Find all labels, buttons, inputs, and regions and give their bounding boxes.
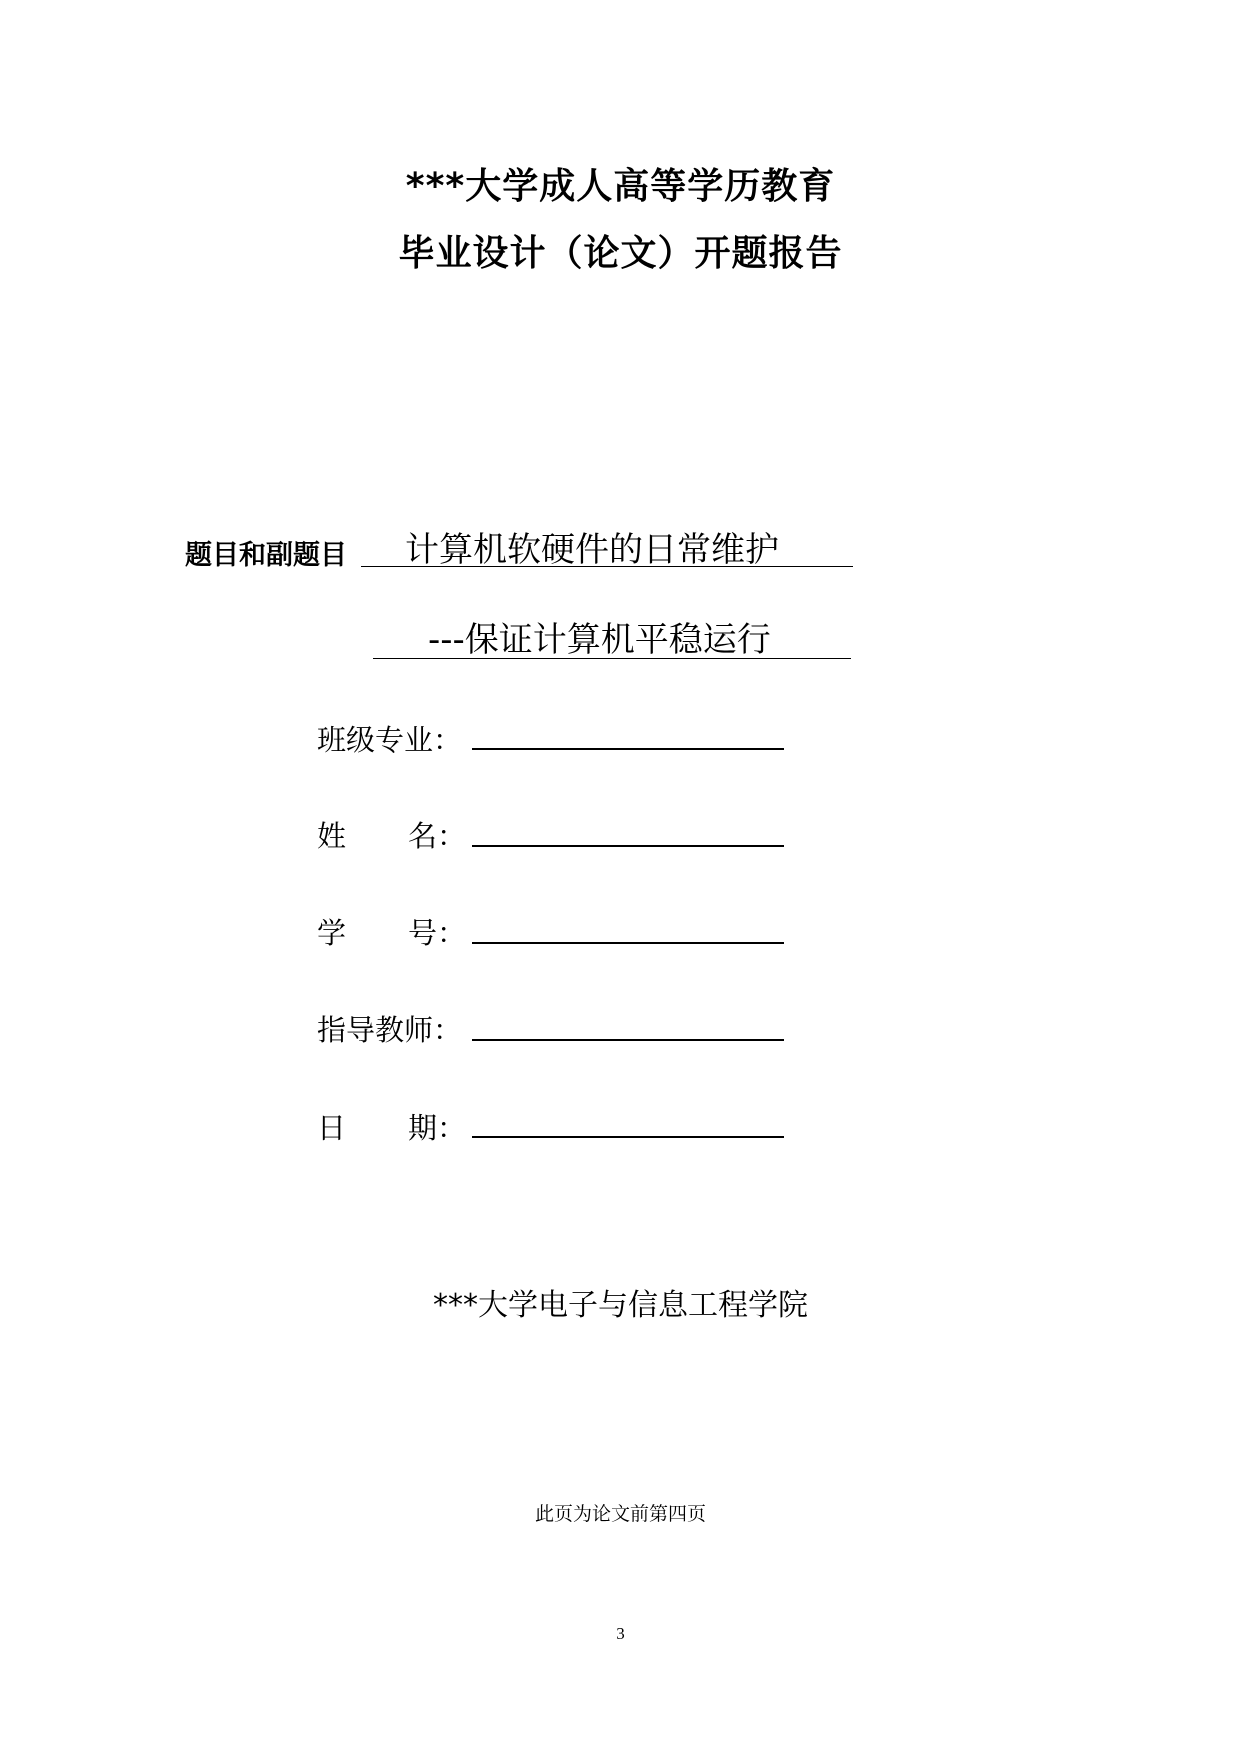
page-number: 3 — [616, 1624, 625, 1643]
student-id-label-part1: 学 — [317, 916, 347, 950]
date-field[interactable] — [472, 1136, 784, 1138]
class-major-field[interactable] — [472, 748, 784, 750]
name-label-part1: 姓 — [317, 819, 347, 853]
name-label-part2: 名： — [408, 819, 467, 853]
advisor-field[interactable] — [472, 1039, 784, 1041]
subject-label: 题目和副题目 — [185, 540, 347, 571]
date-label-part2: 期： — [408, 1111, 467, 1145]
report-title-line-2: 毕业设计（论文）开题报告 — [398, 233, 843, 274]
subject-subtitle: ---保证计算机平稳运行 — [428, 620, 771, 660]
advisor-label: 指导教师： — [317, 1013, 463, 1047]
student-id-label-part2: 号： — [408, 916, 467, 950]
student-id-field[interactable] — [472, 942, 784, 944]
report-title-line-1: ***大学成人高等学历教育 — [405, 166, 836, 207]
subject-title: 计算机软硬件的日常维护 — [405, 530, 779, 570]
name-label — [317, 814, 466, 855]
page-note: 此页为论文前第四页 — [534, 1503, 706, 1525]
date-label — [317, 1106, 466, 1147]
class-major-label: 班级专业： — [317, 723, 463, 757]
student-id-label — [317, 911, 466, 952]
name-field[interactable] — [472, 845, 784, 847]
date-label-part1: 日 — [317, 1111, 347, 1145]
college-name: ***大学电子与信息工程学院 — [433, 1288, 808, 1323]
